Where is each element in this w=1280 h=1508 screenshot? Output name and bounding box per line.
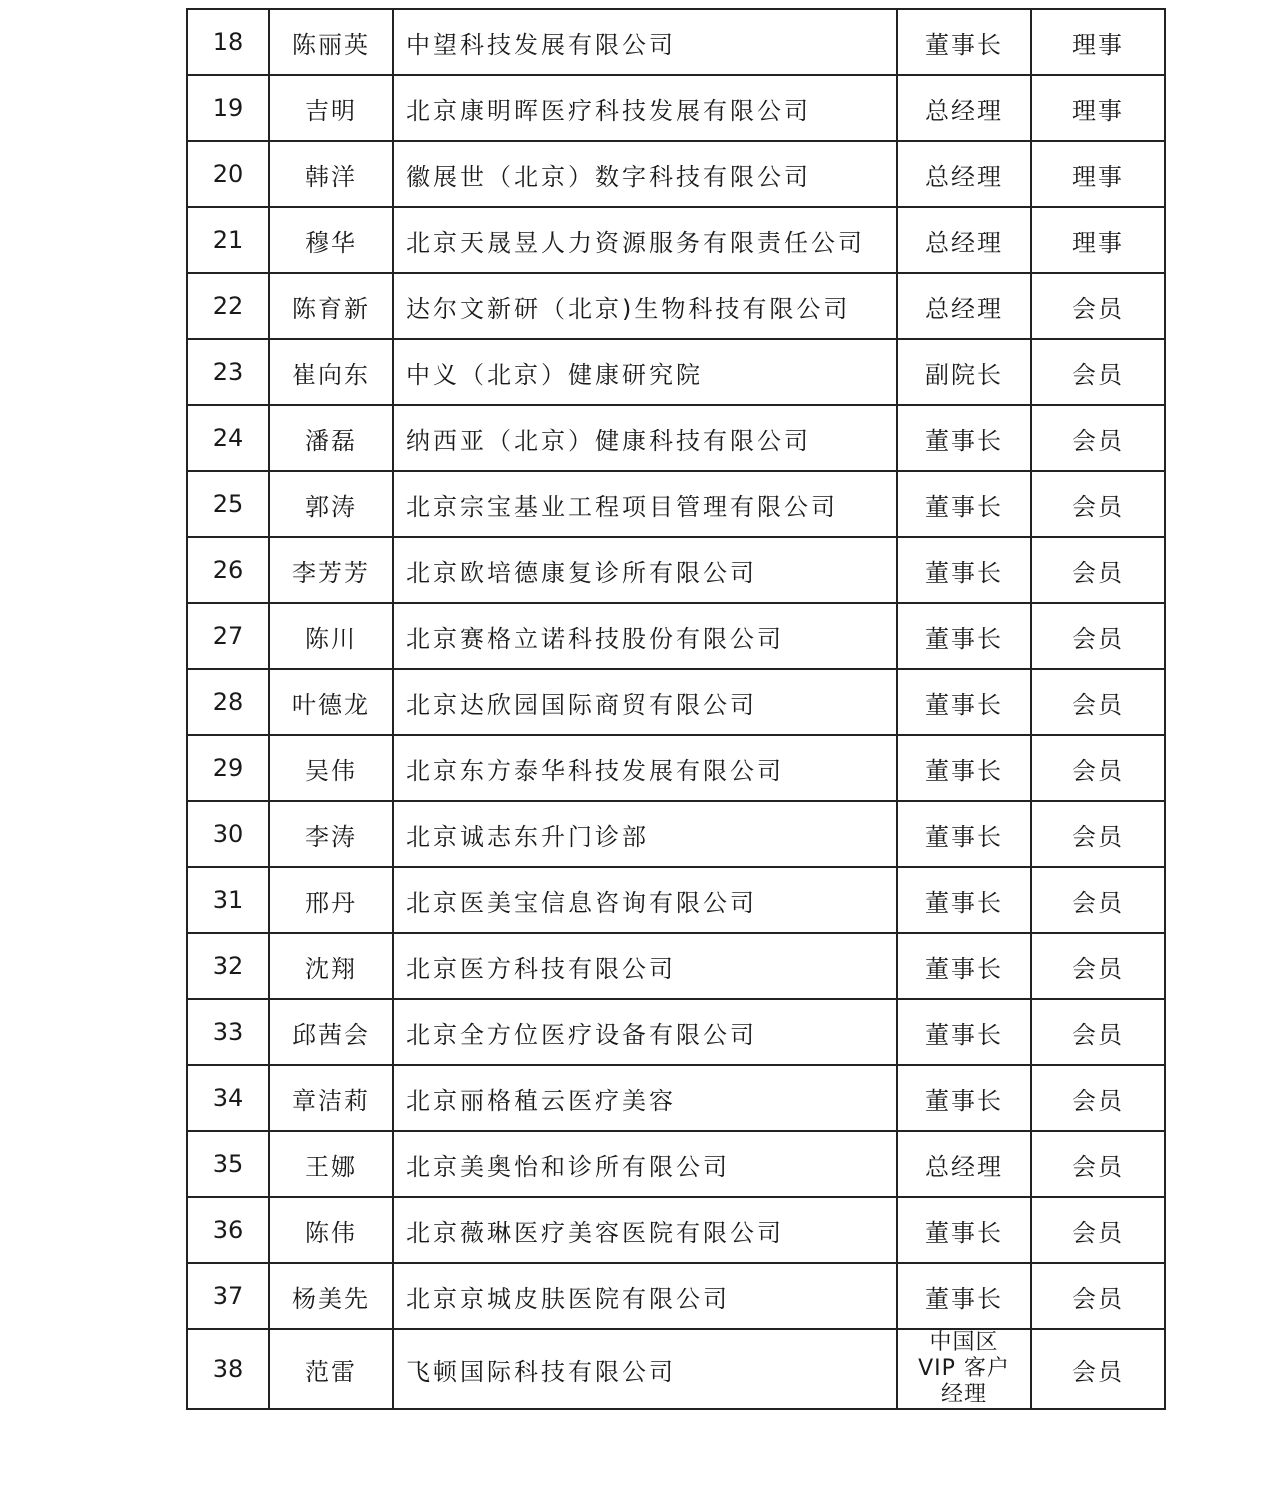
member-table-body [187,9,1165,1409]
job-title-line: 经理 [940,1382,987,1407]
association-role: 理事 [1031,9,1165,75]
row-number: 34 [187,1065,269,1131]
member-name: 陈育新 [269,273,393,339]
job-title: 董事长 [897,999,1031,1065]
company-name: 北京薇琳医疗美容医院有限公司 [393,1197,897,1263]
row-number: 24 [187,405,269,471]
company-name: 北京康明晖医疗科技发展有限公司 [393,75,897,141]
association-role: 会员 [1031,1065,1165,1131]
association-role: 会员 [1031,1263,1165,1329]
company-name: 北京医方科技有限公司 [393,933,897,999]
member-name: 吴伟 [269,735,393,801]
table-row [187,933,1165,999]
member-name: 杨美先 [269,1263,393,1329]
association-role: 理事 [1031,207,1165,273]
table-row [187,1329,1165,1409]
job-title-line: VIP 客户 [918,1356,1010,1381]
job-title-multiline [918,1330,1010,1408]
row-number: 26 [187,537,269,603]
job-title: 总经理 [897,75,1031,141]
association-role: 会员 [1031,1131,1165,1197]
company-name: 北京京城皮肤医院有限公司 [393,1263,897,1329]
table-row [187,999,1165,1065]
row-number: 22 [187,273,269,339]
association-role: 会员 [1031,339,1165,405]
job-title: 董事长 [897,1197,1031,1263]
member-name: 陈丽英 [269,9,393,75]
row-number: 25 [187,471,269,537]
company-name: 北京东方泰华科技发展有限公司 [393,735,897,801]
row-number: 33 [187,999,269,1065]
member-name: 李芳芳 [269,537,393,603]
association-role: 会员 [1031,405,1165,471]
job-title: 副院长 [897,339,1031,405]
job-title: 总经理 [897,1131,1031,1197]
association-role: 理事 [1031,75,1165,141]
company-name: 中望科技发展有限公司 [393,9,897,75]
job-title: 董事长 [897,1065,1031,1131]
table-row [187,1065,1165,1131]
member-name: 吉明 [269,75,393,141]
table-row [187,603,1165,669]
job-title: 董事长 [897,867,1031,933]
company-name: 徽展世（北京）数字科技有限公司 [393,141,897,207]
association-role: 会员 [1031,1329,1165,1409]
row-number: 20 [187,141,269,207]
member-name: 郭涛 [269,471,393,537]
table-row [187,1131,1165,1197]
member-name: 沈翔 [269,933,393,999]
table-row [187,801,1165,867]
association-role: 会员 [1031,1197,1165,1263]
member-name: 崔向东 [269,339,393,405]
job-title: 董事长 [897,933,1031,999]
member-name: 陈伟 [269,1197,393,1263]
row-number: 19 [187,75,269,141]
job-title [897,1329,1031,1409]
table-row [187,405,1165,471]
job-title: 董事长 [897,603,1031,669]
job-title: 总经理 [897,207,1031,273]
association-role: 理事 [1031,141,1165,207]
table-row [187,1263,1165,1329]
row-number: 21 [187,207,269,273]
member-name: 范雷 [269,1329,393,1409]
member-name: 穆华 [269,207,393,273]
job-title: 总经理 [897,141,1031,207]
member-name: 陈川 [269,603,393,669]
job-title: 董事长 [897,735,1031,801]
table-row [187,471,1165,537]
association-role: 会员 [1031,273,1165,339]
company-name: 北京全方位医疗设备有限公司 [393,999,897,1065]
association-role: 会员 [1031,669,1165,735]
association-role: 会员 [1031,801,1165,867]
member-name: 韩洋 [269,141,393,207]
table-row [187,273,1165,339]
job-title-line: 中国区 [929,1330,999,1355]
member-name: 章洁莉 [269,1065,393,1131]
company-name: 纳西亚（北京）健康科技有限公司 [393,405,897,471]
member-name: 王娜 [269,1131,393,1197]
association-role: 会员 [1031,471,1165,537]
company-name: 北京宗宝基业工程项目管理有限公司 [393,471,897,537]
association-role: 会员 [1031,603,1165,669]
table-row [187,141,1165,207]
company-name: 飞顿国际科技有限公司 [393,1329,897,1409]
member-name: 叶德龙 [269,669,393,735]
company-name: 北京丽格稙云医疗美容 [393,1065,897,1131]
row-number: 37 [187,1263,269,1329]
table-row [187,867,1165,933]
job-title: 董事长 [897,801,1031,867]
company-name: 北京天晟昱人力资源服务有限责任公司 [393,207,897,273]
row-number: 31 [187,867,269,933]
table-row [187,207,1165,273]
row-number: 29 [187,735,269,801]
row-number: 32 [187,933,269,999]
company-name: 北京诚志东升门诊部 [393,801,897,867]
association-role: 会员 [1031,735,1165,801]
job-title: 董事长 [897,669,1031,735]
company-name: 北京欧培德康复诊所有限公司 [393,537,897,603]
table-row [187,669,1165,735]
row-number: 27 [187,603,269,669]
table-row [187,9,1165,75]
member-name: 李涛 [269,801,393,867]
table-row [187,1197,1165,1263]
table-row [187,339,1165,405]
row-number: 38 [187,1329,269,1409]
table-row [187,75,1165,141]
association-role: 会员 [1031,867,1165,933]
job-title: 总经理 [897,273,1031,339]
row-number: 36 [187,1197,269,1263]
row-number: 30 [187,801,269,867]
row-number: 18 [187,9,269,75]
company-name: 达尔文新研（北京)生物科技有限公司 [393,273,897,339]
member-table [186,8,1166,1410]
row-number: 28 [187,669,269,735]
job-title: 董事长 [897,1263,1031,1329]
member-name: 邱茜会 [269,999,393,1065]
association-role: 会员 [1031,537,1165,603]
job-title: 董事长 [897,537,1031,603]
association-role: 会员 [1031,999,1165,1065]
company-name: 北京美奥怡和诊所有限公司 [393,1131,897,1197]
association-role: 会员 [1031,933,1165,999]
company-name: 北京医美宝信息咨询有限公司 [393,867,897,933]
job-title: 董事长 [897,405,1031,471]
company-name: 北京赛格立诺科技股份有限公司 [393,603,897,669]
table-row [187,735,1165,801]
job-title: 董事长 [897,471,1031,537]
company-name: 北京达欣园国际商贸有限公司 [393,669,897,735]
row-number: 35 [187,1131,269,1197]
member-name: 潘磊 [269,405,393,471]
row-number: 23 [187,339,269,405]
job-title: 董事长 [897,9,1031,75]
table-row [187,537,1165,603]
company-name: 中义（北京）健康研究院 [393,339,897,405]
member-name: 邢丹 [269,867,393,933]
